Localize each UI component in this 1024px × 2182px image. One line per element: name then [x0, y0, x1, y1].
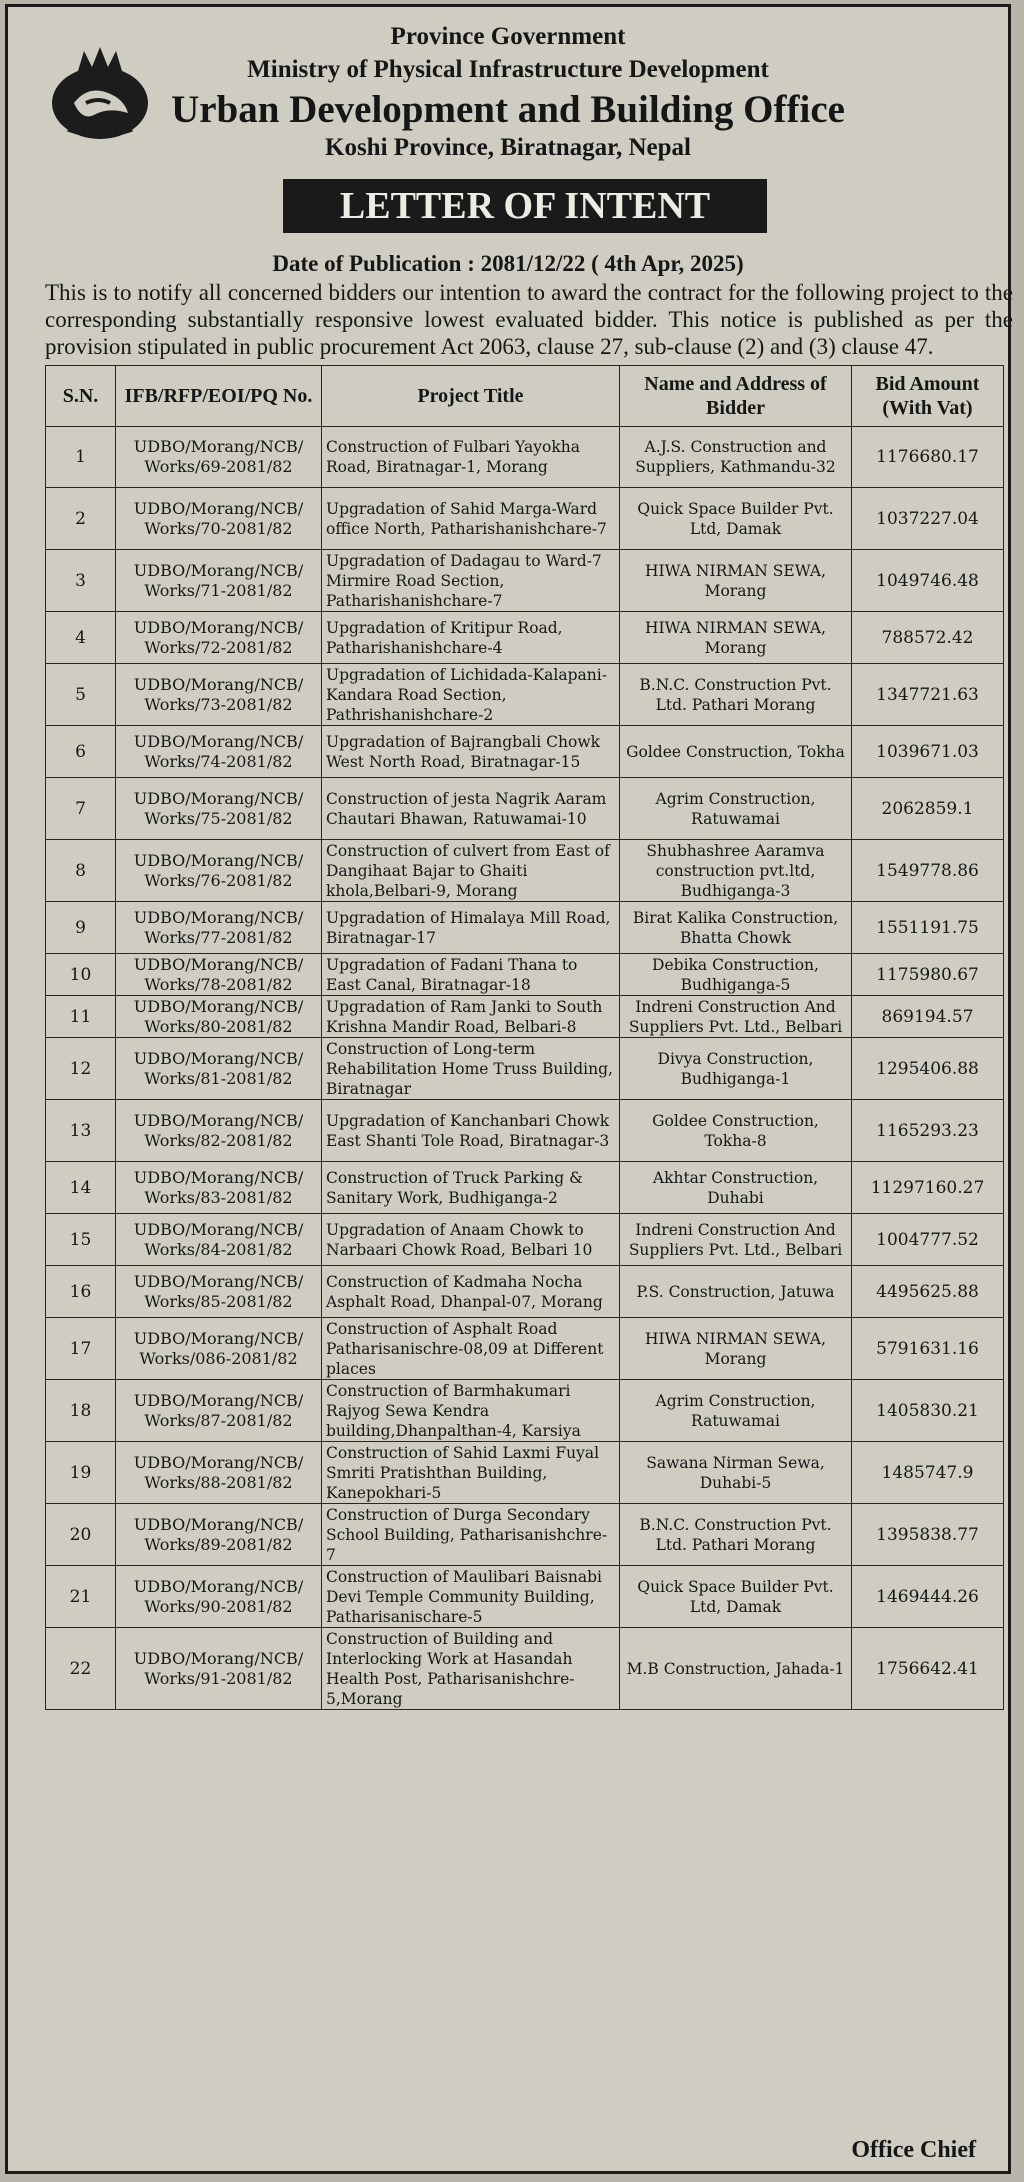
cell-ref: UDBO/Morang/NCB/ Works/88-2081/82	[116, 1442, 322, 1504]
cell-amount: 788572.42	[852, 612, 1004, 664]
table-row	[46, 954, 1004, 996]
cell-sn: 13	[46, 1100, 116, 1162]
cell-project: Upgradation of Himalaya Mill Road, Biratnagar-17	[322, 902, 620, 954]
cell-amount: 1395838.77	[852, 1504, 1004, 1566]
cell-bidder: Agrim Construction, Ratuwamai	[620, 778, 852, 840]
cell-amount: 1485747.9	[852, 1442, 1004, 1504]
cell-project: Construction of Durga Secondary School Building, Patharisanishchre-7	[322, 1504, 620, 1566]
publication-date-line	[8, 251, 1008, 277]
table-row	[46, 902, 1004, 954]
column-header-ref: IFB/RFP/EOI/PQ No.	[116, 366, 322, 427]
cell-amount: 1039671.03	[852, 726, 1004, 778]
cell-amount: 2062859.1	[852, 778, 1004, 840]
cell-sn: 10	[46, 954, 116, 996]
cell-project: Upgradation of Bajrangbali Chowk West North Road, Biratnagar-15	[322, 726, 620, 778]
table-row	[46, 840, 1004, 902]
award-table	[45, 365, 1004, 1710]
cell-bidder: Indreni Construction And Suppliers Pvt. Ltd., Belbari	[620, 1214, 852, 1266]
cell-project: Upgradation of Lichidada-Kalapani-Kandara Road Section, Pathrishanishchare-2	[322, 664, 620, 726]
cell-ref: UDBO/Morang/NCB/ Works/086-2081/82	[116, 1318, 322, 1380]
cell-ref: UDBO/Morang/NCB/ Works/70-2081/82	[116, 488, 322, 550]
signature-office-chief: Office Chief	[851, 2137, 976, 2163]
cell-sn: 11	[46, 996, 116, 1038]
cell-ref: UDBO/Morang/NCB/ Works/85-2081/82	[116, 1266, 322, 1318]
cell-amount: 1004777.52	[852, 1214, 1004, 1266]
cell-project: Construction of Building and Interlocking Work at Hasandah Health Post, Patharisanishchre-5,Morang	[322, 1628, 620, 1710]
table-row	[46, 550, 1004, 612]
cell-sn: 9	[46, 902, 116, 954]
cell-project: Upgradation of Kanchanbari Chowk East Shanti Tole Road, Biratnagar-3	[322, 1100, 620, 1162]
cell-bidder: Goldee Construction, Tokha-8	[620, 1100, 852, 1162]
cell-ref: UDBO/Morang/NCB/ Works/69-2081/82	[116, 427, 322, 488]
table-row	[46, 1266, 1004, 1318]
cell-amount: 1165293.23	[852, 1100, 1004, 1162]
cell-sn: 12	[46, 1038, 116, 1100]
cell-sn: 2	[46, 488, 116, 550]
table-row	[46, 1318, 1004, 1380]
notice-title: LETTER OF INTENT	[283, 179, 767, 233]
column-header-amount: Bid Amount (With Vat)	[852, 366, 1004, 427]
cell-sn: 16	[46, 1266, 116, 1318]
cell-sn: 1	[46, 427, 116, 488]
cell-bidder: Quick Space Builder Pvt. Ltd, Damak	[620, 1566, 852, 1628]
table-row	[46, 1214, 1004, 1266]
cell-ref: UDBO/Morang/NCB/ Works/89-2081/82	[116, 1504, 322, 1566]
table-row	[46, 1442, 1004, 1504]
cell-amount: 5791631.16	[852, 1318, 1004, 1380]
table-row	[46, 996, 1004, 1038]
table-row	[46, 1566, 1004, 1628]
cell-sn: 21	[46, 1566, 116, 1628]
cell-ref: UDBO/Morang/NCB/ Works/80-2081/82	[116, 996, 322, 1038]
cell-bidder: HIWA NIRMAN SEWA, Morang	[620, 1318, 852, 1380]
cell-amount: 1549778.86	[852, 840, 1004, 902]
table-row	[46, 1100, 1004, 1162]
table-row	[46, 1504, 1004, 1566]
cell-sn: 6	[46, 726, 116, 778]
cell-bidder: Divya Construction, Budhiganga-1	[620, 1038, 852, 1100]
cell-amount: 1469444.26	[852, 1566, 1004, 1628]
cell-bidder: HIWA NIRMAN SEWA, Morang	[620, 550, 852, 612]
cell-project: Construction of culvert from East of Dangihaat Bajar to Ghaiti khola,Belbari-9, Morang	[322, 840, 620, 902]
cell-project: Construction of Kadmaha Nocha Asphalt Road, Dhanpal-07, Morang	[322, 1266, 620, 1318]
cell-ref: UDBO/Morang/NCB/ Works/81-2081/82	[116, 1038, 322, 1100]
cell-ref: UDBO/Morang/NCB/ Works/77-2081/82	[116, 902, 322, 954]
cell-amount: 4495625.88	[852, 1266, 1004, 1318]
table-row	[46, 664, 1004, 726]
cell-project: Construction of Sahid Laxmi Fuyal Smriti Pratishthan Building, Kanepokhari-5	[322, 1442, 620, 1504]
cell-sn: 8	[46, 840, 116, 902]
cell-sn: 22	[46, 1628, 116, 1710]
cell-bidder: P.S. Construction, Jatuwa	[620, 1266, 852, 1318]
table-body	[46, 427, 1004, 1710]
cell-bidder: B.N.C. Construction Pvt. Ltd. Pathari Morang	[620, 664, 852, 726]
cell-amount: 1405830.21	[852, 1380, 1004, 1442]
cell-project: Construction of Asphalt Road Patharisanischre-08,09 at Different places	[322, 1318, 620, 1380]
province-heading: Province Government	[390, 23, 626, 50]
cell-project: Construction of Truck Parking & Sanitary Work, Budhiganga-2	[322, 1162, 620, 1214]
cell-project: Upgradation of Kritipur Road, Patharishanishchare-4	[322, 612, 620, 664]
cell-sn: 4	[46, 612, 116, 664]
cell-bidder: Quick Space Builder Pvt. Ltd, Damak	[620, 488, 852, 550]
cell-project: Construction of Barmhakumari Rajyog Sewa Kendra building,Dhanpalthan-4, Karsiya	[322, 1380, 620, 1442]
cell-sn: 14	[46, 1162, 116, 1214]
cell-amount: 1037227.04	[852, 488, 1004, 550]
cell-sn: 20	[46, 1504, 116, 1566]
cell-ref: UDBO/Morang/NCB/ Works/75-2081/82	[116, 778, 322, 840]
cell-amount: 1049746.48	[852, 550, 1004, 612]
intro-paragraph: This is to notify all concerned bidders our intention to award the contract for the following project to the corresponding substantially responsive lowest evaluated bidder. This notice is published as per the provision stipulated in public procurement Act 2063, clause 27, sub-clause (2) and (3) clause 47.	[45, 280, 1013, 359]
cell-project: Construction of Maulibari Baisnabi Devi Temple Community Building, Patharisanischare-5	[322, 1566, 620, 1628]
cell-ref: UDBO/Morang/NCB/ Works/78-2081/82	[116, 954, 322, 996]
cell-project: Construction of Fulbari Yayokha Road, Biratnagar-1, Morang	[322, 427, 620, 488]
cell-bidder: Debika Construction, Budhiganga-5	[620, 954, 852, 996]
cell-project: Upgradation of Fadani Thana to East Canal, Biratnagar-18	[322, 954, 620, 996]
cell-bidder: A.J.S. Construction and Suppliers, Kathmandu-32	[620, 427, 852, 488]
publication-date: 2081/12/22 ( 4th Apr, 2025)	[480, 251, 744, 276]
table-row	[46, 726, 1004, 778]
cell-amount: 1551191.75	[852, 902, 1004, 954]
cell-sn: 7	[46, 778, 116, 840]
cell-ref: UDBO/Morang/NCB/ Works/84-2081/82	[116, 1214, 322, 1266]
column-header-project: Project Title	[322, 366, 620, 427]
cell-bidder: M.B Construction, Jahada-1	[620, 1628, 852, 1710]
cell-project: Construction of Long-term Rehabilitation Home Truss Building, Biratnagar	[322, 1038, 620, 1100]
cell-bidder: Akhtar Construction, Duhabi	[620, 1162, 852, 1214]
cell-ref: UDBO/Morang/NCB/ Works/71-2081/82	[116, 550, 322, 612]
table-row	[46, 612, 1004, 664]
cell-bidder: Sawana Nirman Sewa, Duhabi-5	[620, 1442, 852, 1504]
cell-ref: UDBO/Morang/NCB/ Works/91-2081/82	[116, 1628, 322, 1710]
cell-amount: 1756642.41	[852, 1628, 1004, 1710]
cell-ref: UDBO/Morang/NCB/ Works/82-2081/82	[116, 1100, 322, 1162]
table-row	[46, 1628, 1004, 1710]
cell-bidder: Agrim Construction, Ratuwamai	[620, 1380, 852, 1442]
publication-date-label: Date of Publication :	[272, 251, 475, 276]
cell-bidder: Goldee Construction, Tokha	[620, 726, 852, 778]
table-row	[46, 488, 1004, 550]
column-header-sn: S.N.	[46, 366, 116, 427]
cell-amount: 1347721.63	[852, 664, 1004, 726]
notice-page	[5, 4, 1011, 2174]
cell-ref: UDBO/Morang/NCB/ Works/72-2081/82	[116, 612, 322, 664]
cell-amount: 869194.57	[852, 996, 1004, 1038]
cell-bidder: Shubhashree Aaramva construction pvt.ltd, Budhiganga-3	[620, 840, 852, 902]
cell-ref: UDBO/Morang/NCB/ Works/87-2081/82	[116, 1380, 322, 1442]
cell-project: Upgradation of Sahid Marga-Ward office North, Patharishanishchare-7	[322, 488, 620, 550]
cell-sn: 3	[46, 550, 116, 612]
cell-bidder: Birat Kalika Construction, Bhatta Chowk	[620, 902, 852, 954]
cell-amount: 1175980.67	[852, 954, 1004, 996]
cell-ref: UDBO/Morang/NCB/ Works/90-2081/82	[116, 1566, 322, 1628]
cell-bidder: B.N.C. Construction Pvt. Ltd. Pathari Morang	[620, 1504, 852, 1566]
table-row	[46, 1038, 1004, 1100]
cell-ref: UDBO/Morang/NCB/ Works/76-2081/82	[116, 840, 322, 902]
cell-project: Construction of jesta Nagrik Aaram Chautari Bhawan, Ratuwamai-10	[322, 778, 620, 840]
cell-sn: 18	[46, 1380, 116, 1442]
column-header-bidder: Name and Address of Bidder	[620, 366, 852, 427]
table-header-row	[46, 366, 1004, 427]
cell-bidder: HIWA NIRMAN SEWA, Morang	[620, 612, 852, 664]
cell-sn: 19	[46, 1442, 116, 1504]
cell-sn: 15	[46, 1214, 116, 1266]
table-row	[46, 778, 1004, 840]
table-row	[46, 427, 1004, 488]
cell-project: Upgradation of Dadagau to Ward-7 Mirmire Road Section, Patharishanishchare-7	[322, 550, 620, 612]
cell-amount: 11297160.27	[852, 1162, 1004, 1214]
location-heading: Koshi Province, Biratnagar, Nepal	[325, 134, 691, 161]
cell-amount: 1295406.88	[852, 1038, 1004, 1100]
cell-ref: UDBO/Morang/NCB/ Works/74-2081/82	[116, 726, 322, 778]
table-row	[46, 1162, 1004, 1214]
cell-sn: 17	[46, 1318, 116, 1380]
cell-bidder: Indreni Construction And Suppliers Pvt. Ltd., Belbari	[620, 996, 852, 1038]
cell-sn: 5	[46, 664, 116, 726]
cell-project: Upgradation of Anaam Chowk to Narbaari Chowk Road, Belbari 10	[322, 1214, 620, 1266]
ministry-heading: Ministry of Physical Infrastructure Development	[247, 56, 769, 83]
office-heading: Urban Development and Building Office	[171, 88, 845, 131]
cell-amount: 1176680.17	[852, 427, 1004, 488]
cell-ref: UDBO/Morang/NCB/ Works/83-2081/82	[116, 1162, 322, 1214]
cell-ref: UDBO/Morang/NCB/ Works/73-2081/82	[116, 664, 322, 726]
table-row	[46, 1380, 1004, 1442]
cell-project: Upgradation of Ram Janki to South Krishna Mandir Road, Belbari-8	[322, 996, 620, 1038]
